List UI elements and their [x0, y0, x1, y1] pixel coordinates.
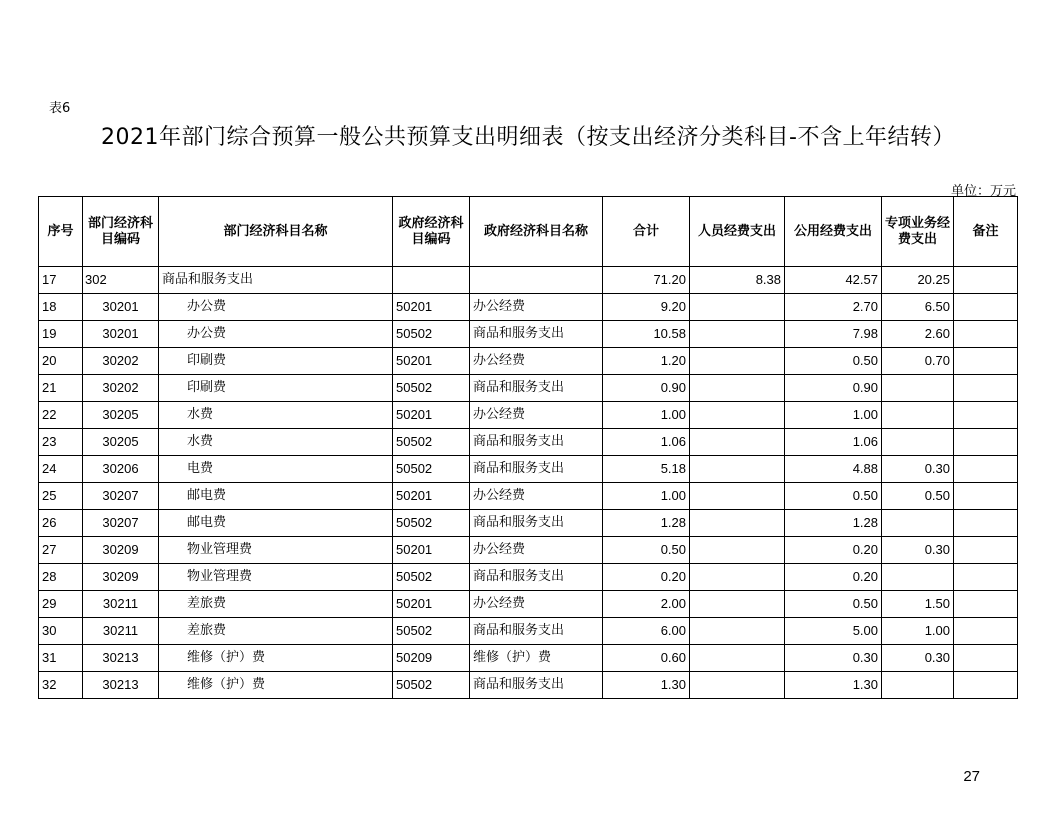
cell-gov-name: 办公经费 — [470, 402, 603, 429]
cell-seq: 28 — [39, 564, 83, 591]
cell-personnel — [690, 564, 785, 591]
cell-special: 0.70 — [882, 348, 954, 375]
cell-dept-code: 302 — [83, 267, 159, 294]
cell-gov-code: 50502 — [393, 429, 470, 456]
cell-seq: 26 — [39, 510, 83, 537]
cell-total: 2.00 — [603, 591, 690, 618]
cell-personnel: 8.38 — [690, 267, 785, 294]
cell-public: 1.00 — [785, 402, 882, 429]
cell-dept-code: 30209 — [83, 537, 159, 564]
cell-total: 0.20 — [603, 564, 690, 591]
cell-personnel — [690, 618, 785, 645]
cell-total: 71.20 — [603, 267, 690, 294]
cell-remarks — [954, 564, 1018, 591]
page-number: 27 — [963, 768, 980, 785]
cell-gov-name: 商品和服务支出 — [470, 510, 603, 537]
cell-public: 0.20 — [785, 537, 882, 564]
cell-total: 1.28 — [603, 510, 690, 537]
cell-special: 20.25 — [882, 267, 954, 294]
cell-dept-code: 30206 — [83, 456, 159, 483]
table-row — [39, 348, 1018, 375]
table-row — [39, 375, 1018, 402]
cell-remarks — [954, 537, 1018, 564]
cell-total: 9.20 — [603, 294, 690, 321]
cell-gov-name: 维修（护）费 — [470, 645, 603, 672]
cell-gov-name: 商品和服务支出 — [470, 456, 603, 483]
cell-seq: 18 — [39, 294, 83, 321]
table-row — [39, 591, 1018, 618]
cell-gov-code: 50502 — [393, 672, 470, 699]
cell-dept-code: 30213 — [83, 672, 159, 699]
expenditure-table — [38, 196, 1018, 699]
cell-dept-name: 办公费 — [159, 321, 393, 348]
cell-special: 1.00 — [882, 618, 954, 645]
table-row — [39, 510, 1018, 537]
cell-public: 2.70 — [785, 294, 882, 321]
table-row — [39, 321, 1018, 348]
cell-personnel — [690, 375, 785, 402]
cell-gov-code: 50201 — [393, 483, 470, 510]
table-label: 表6 — [49, 101, 71, 116]
cell-special — [882, 510, 954, 537]
cell-total: 1.06 — [603, 429, 690, 456]
cell-dept-code: 30201 — [83, 321, 159, 348]
cell-special — [882, 429, 954, 456]
cell-total: 0.90 — [603, 375, 690, 402]
table-row — [39, 672, 1018, 699]
header-personnel: 人员经费支出 — [690, 197, 785, 267]
cell-remarks — [954, 456, 1018, 483]
cell-public: 0.20 — [785, 564, 882, 591]
cell-personnel — [690, 537, 785, 564]
cell-total: 1.20 — [603, 348, 690, 375]
cell-personnel — [690, 429, 785, 456]
cell-special: 0.50 — [882, 483, 954, 510]
cell-dept-code: 30202 — [83, 348, 159, 375]
cell-dept-name: 物业管理费 — [159, 537, 393, 564]
cell-personnel — [690, 294, 785, 321]
cell-personnel — [690, 321, 785, 348]
cell-public: 7.98 — [785, 321, 882, 348]
cell-remarks — [954, 510, 1018, 537]
table-row — [39, 429, 1018, 456]
table-row — [39, 537, 1018, 564]
cell-seq: 27 — [39, 537, 83, 564]
cell-gov-name: 商品和服务支出 — [470, 375, 603, 402]
cell-dept-code: 30211 — [83, 618, 159, 645]
cell-dept-code: 30207 — [83, 483, 159, 510]
cell-remarks — [954, 645, 1018, 672]
table-body — [39, 267, 1018, 699]
cell-dept-code: 30201 — [83, 294, 159, 321]
cell-gov-name: 办公经费 — [470, 537, 603, 564]
table-row — [39, 402, 1018, 429]
cell-total: 6.00 — [603, 618, 690, 645]
cell-public: 4.88 — [785, 456, 882, 483]
unit-label: 单位：万元 — [950, 184, 1016, 199]
cell-seq: 19 — [39, 321, 83, 348]
cell-public: 0.30 — [785, 645, 882, 672]
cell-dept-code: 30207 — [83, 510, 159, 537]
cell-gov-code: 50201 — [393, 591, 470, 618]
cell-special: 2.60 — [882, 321, 954, 348]
cell-remarks — [954, 402, 1018, 429]
cell-public: 1.06 — [785, 429, 882, 456]
header-gov-name: 政府经济科目名称 — [470, 197, 603, 267]
cell-special: 0.30 — [882, 537, 954, 564]
cell-remarks — [954, 429, 1018, 456]
table-row — [39, 483, 1018, 510]
cell-public: 1.30 — [785, 672, 882, 699]
cell-special: 6.50 — [882, 294, 954, 321]
cell-remarks — [954, 321, 1018, 348]
cell-dept-name: 邮电费 — [159, 510, 393, 537]
table-row — [39, 564, 1018, 591]
cell-dept-name: 物业管理费 — [159, 564, 393, 591]
cell-personnel — [690, 591, 785, 618]
cell-special — [882, 402, 954, 429]
table-row — [39, 267, 1018, 294]
cell-gov-code: 50201 — [393, 348, 470, 375]
cell-seq: 17 — [39, 267, 83, 294]
cell-special: 0.30 — [882, 456, 954, 483]
cell-dept-code: 30202 — [83, 375, 159, 402]
cell-dept-code: 30211 — [83, 591, 159, 618]
cell-gov-name: 办公经费 — [470, 591, 603, 618]
cell-special — [882, 672, 954, 699]
cell-gov-name: 商品和服务支出 — [470, 672, 603, 699]
cell-total: 1.00 — [603, 402, 690, 429]
header-remarks: 备注 — [954, 197, 1018, 267]
cell-gov-name: 办公经费 — [470, 483, 603, 510]
cell-seq: 29 — [39, 591, 83, 618]
cell-total: 5.18 — [603, 456, 690, 483]
header-special: 专项业务经费支出 — [882, 197, 954, 267]
cell-dept-name: 商品和服务支出 — [159, 267, 393, 294]
cell-gov-name — [470, 267, 603, 294]
cell-dept-name: 电费 — [159, 456, 393, 483]
cell-remarks — [954, 375, 1018, 402]
cell-seq: 32 — [39, 672, 83, 699]
cell-total: 1.30 — [603, 672, 690, 699]
header-gov-code: 政府经济科目编码 — [393, 197, 470, 267]
cell-personnel — [690, 672, 785, 699]
cell-public: 1.28 — [785, 510, 882, 537]
cell-personnel — [690, 456, 785, 483]
cell-public: 0.50 — [785, 591, 882, 618]
cell-dept-code: 30209 — [83, 564, 159, 591]
cell-gov-name: 商品和服务支出 — [470, 618, 603, 645]
cell-total: 0.50 — [603, 537, 690, 564]
header-total: 合计 — [603, 197, 690, 267]
cell-seq: 25 — [39, 483, 83, 510]
cell-total: 1.00 — [603, 483, 690, 510]
header-dept-code: 部门经济科目编码 — [83, 197, 159, 267]
cell-remarks — [954, 348, 1018, 375]
cell-special — [882, 564, 954, 591]
cell-dept-name: 邮电费 — [159, 483, 393, 510]
cell-gov-code: 50502 — [393, 375, 470, 402]
cell-gov-name: 商品和服务支出 — [470, 564, 603, 591]
cell-seq: 22 — [39, 402, 83, 429]
cell-special: 0.30 — [882, 645, 954, 672]
cell-gov-code: 50502 — [393, 564, 470, 591]
cell-gov-code: 50209 — [393, 645, 470, 672]
cell-total: 0.60 — [603, 645, 690, 672]
cell-dept-code: 30205 — [83, 402, 159, 429]
cell-dept-name: 维修（护）费 — [159, 645, 393, 672]
cell-gov-code — [393, 267, 470, 294]
cell-remarks — [954, 591, 1018, 618]
cell-gov-code: 50201 — [393, 537, 470, 564]
cell-remarks — [954, 618, 1018, 645]
cell-gov-code: 50502 — [393, 618, 470, 645]
header-seq: 序号 — [39, 197, 83, 267]
cell-seq: 31 — [39, 645, 83, 672]
cell-remarks — [954, 483, 1018, 510]
cell-gov-code: 50201 — [393, 402, 470, 429]
cell-public: 42.57 — [785, 267, 882, 294]
cell-seq: 30 — [39, 618, 83, 645]
cell-special — [882, 375, 954, 402]
cell-public: 0.50 — [785, 483, 882, 510]
cell-seq: 20 — [39, 348, 83, 375]
cell-public: 5.00 — [785, 618, 882, 645]
cell-gov-code: 50201 — [393, 294, 470, 321]
cell-dept-name: 水费 — [159, 402, 393, 429]
table-header — [39, 197, 1018, 267]
cell-dept-name: 办公费 — [159, 294, 393, 321]
cell-dept-name: 印刷费 — [159, 375, 393, 402]
cell-dept-code: 30213 — [83, 645, 159, 672]
cell-personnel — [690, 645, 785, 672]
cell-remarks — [954, 294, 1018, 321]
cell-dept-name: 印刷费 — [159, 348, 393, 375]
cell-remarks — [954, 267, 1018, 294]
cell-dept-code: 30205 — [83, 429, 159, 456]
cell-total: 10.58 — [603, 321, 690, 348]
table-row — [39, 294, 1018, 321]
cell-personnel — [690, 348, 785, 375]
cell-personnel — [690, 483, 785, 510]
cell-public: 0.50 — [785, 348, 882, 375]
cell-gov-name: 商品和服务支出 — [470, 429, 603, 456]
header-dept-name: 部门经济科目名称 — [159, 197, 393, 267]
cell-personnel — [690, 510, 785, 537]
cell-seq: 23 — [39, 429, 83, 456]
header-public: 公用经费支出 — [785, 197, 882, 267]
cell-gov-code: 50502 — [393, 456, 470, 483]
cell-gov-name: 办公经费 — [470, 294, 603, 321]
cell-seq: 24 — [39, 456, 83, 483]
cell-dept-name: 差旅费 — [159, 618, 393, 645]
cell-gov-name: 办公经费 — [470, 348, 603, 375]
cell-seq: 21 — [39, 375, 83, 402]
cell-dept-name: 维修（护）费 — [159, 672, 393, 699]
page-title: 2021年部门综合预算一般公共预算支出明细表（按支出经济分类科目-不含上年结转） — [101, 125, 955, 150]
cell-personnel — [690, 402, 785, 429]
table-row — [39, 456, 1018, 483]
table-row — [39, 645, 1018, 672]
cell-gov-name: 商品和服务支出 — [470, 321, 603, 348]
cell-gov-code: 50502 — [393, 510, 470, 537]
cell-dept-name: 水费 — [159, 429, 393, 456]
cell-gov-code: 50502 — [393, 321, 470, 348]
cell-special: 1.50 — [882, 591, 954, 618]
table-row — [39, 618, 1018, 645]
cell-remarks — [954, 672, 1018, 699]
cell-public: 0.90 — [785, 375, 882, 402]
cell-dept-name: 差旅费 — [159, 591, 393, 618]
